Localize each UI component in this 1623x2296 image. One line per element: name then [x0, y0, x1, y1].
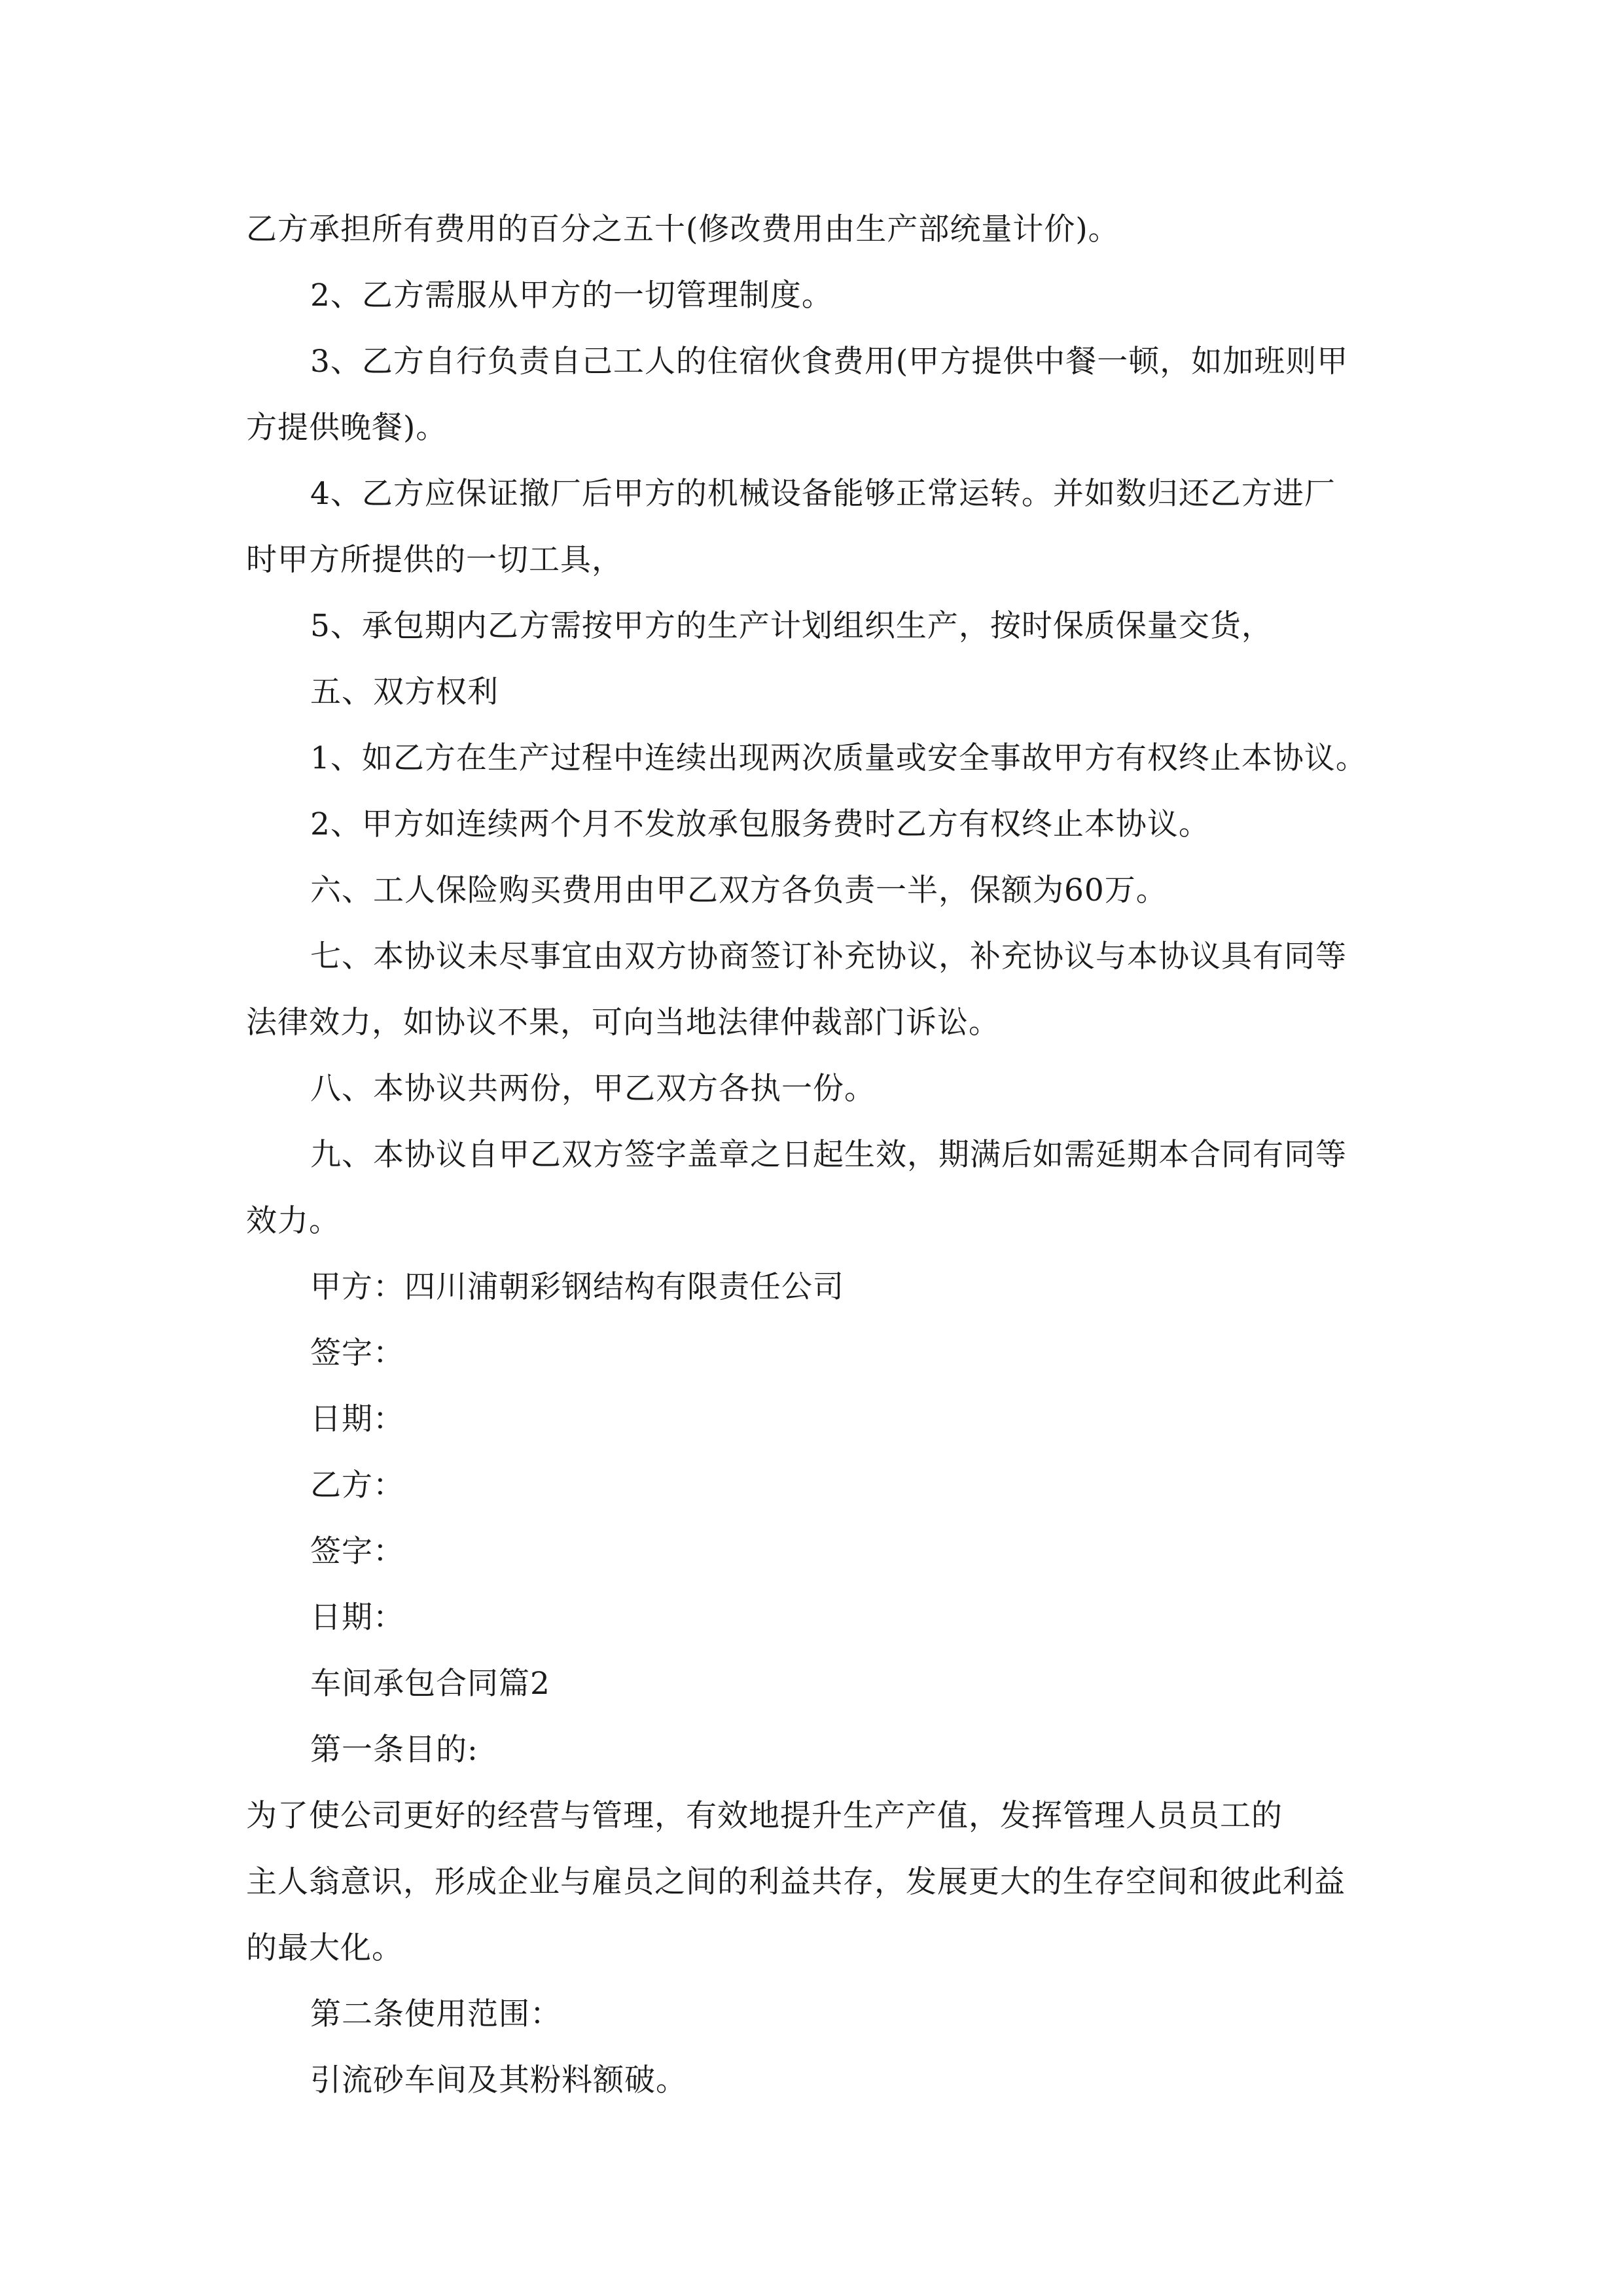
date-label: 日期： [310, 1600, 404, 1636]
text-line: 为了使公司更好的经营与管理，有效地提升生产产值，发挥管理人员员工的 [246, 1798, 1283, 1834]
signature-label: 签字： [310, 1335, 404, 1371]
date-label: 日期： [310, 1401, 404, 1437]
text-line: 3、乙方自行负责自己工人的住宿伙食费用(甲方提供中餐一顿，如加班则甲 [310, 344, 1349, 380]
article-heading: 第二条使用范围： [310, 1996, 562, 2032]
text-line: 1、如乙方在生产过程中连续出现两次质量或安全事故甲方有权终止本协议。 [310, 740, 1367, 776]
signature-label: 签字： [310, 1534, 404, 1570]
party-b-line: 乙方： [310, 1467, 404, 1503]
text-line: 七、本协议未尽事宜由双方协商签订补充协议，补充协议与本协议具有同等 [310, 939, 1347, 975]
text-line: 主人翁意识，形成企业与雇员之间的利益共存，发展更大的生存空间和彼此利益 [246, 1864, 1346, 1900]
article-heading: 第一条目的: [310, 1732, 478, 1768]
text-line: 4、乙方应保证撤厂后甲方的机械设备能够正常运转。并如数归还乙方进厂 [310, 476, 1336, 512]
document-body [246, 196, 1385, 2113]
text-line: 九、本协议自甲乙双方签字盖章之日起生效，期满后如需延期本合同有同等 [310, 1137, 1347, 1173]
text-line: 效力。 [246, 1203, 340, 1239]
text-line: 八、本协议共两份，甲乙双方各执一份。 [310, 1071, 876, 1107]
section-heading: 五、双方权利 [310, 674, 499, 710]
text-line: 引流砂车间及其粉料额破。 [310, 2062, 687, 2098]
party-a-line: 甲方：四川浦朝彩钢结构有限责任公司 [310, 1269, 844, 1305]
text-line: 的最大化。 [246, 1930, 403, 1966]
text-line: 5、承包期内乙方需按甲方的生产计划组织生产，按时保质保量交货， [310, 608, 1273, 644]
section-title: 车间承包合同篇2 [310, 1666, 550, 1702]
text-line: 方提供晚餐)。 [246, 410, 448, 446]
text-line: 法律效力，如协议不果，可向当地法律仲裁部门诉讼。 [246, 1005, 1000, 1041]
text-line: 乙方承担所有费用的百分之五十(修改费用由生产部统量计价)。 [246, 211, 1120, 247]
text-line: 2、乙方需服从甲方的一切管理制度。 [310, 278, 833, 314]
text-line: 六、工人保险购买费用由甲乙双方各负责一半，保额为60万。 [310, 872, 1168, 908]
text-line: 2、甲方如连续两个月不发放承包服务费时乙方有权终止本协议。 [310, 806, 1210, 842]
text-line: 时甲方所提供的一切工具， [246, 542, 623, 578]
